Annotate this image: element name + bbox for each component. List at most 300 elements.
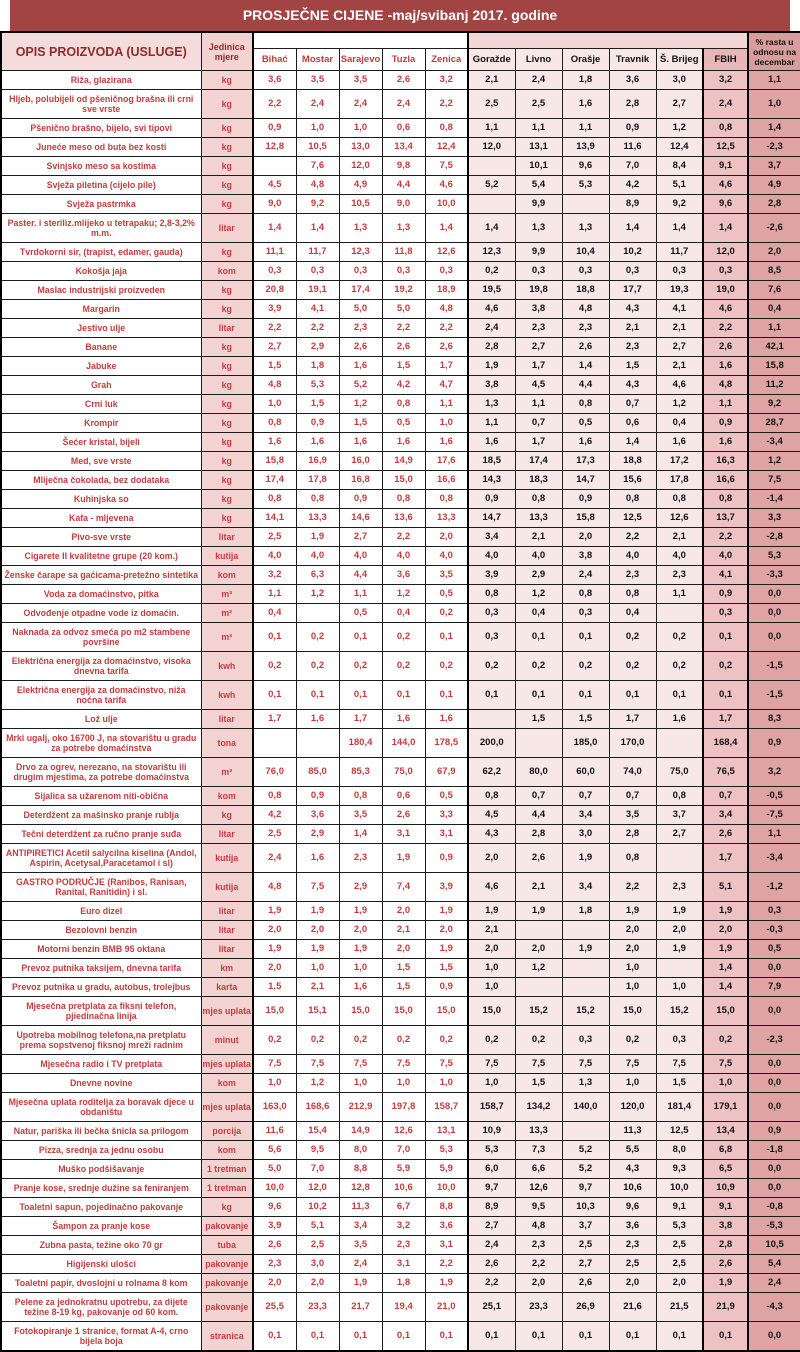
price-cell	[562, 959, 609, 978]
product-label: Deterdžent za mašinsko pranje rublja	[1, 806, 201, 825]
price-cell: 0,2	[339, 1026, 382, 1055]
price-cell: 0,3	[339, 262, 382, 281]
price-cell: 1,5	[253, 357, 296, 376]
price-cell: 15,2	[656, 997, 703, 1026]
price-cell: 0,5	[425, 585, 468, 604]
price-cell: 5,2	[562, 1141, 609, 1160]
price-cell: 1,0	[339, 1074, 382, 1093]
price-cell: 17,4	[253, 471, 296, 490]
fbih-price-cell: 1,4	[703, 214, 748, 243]
price-cell	[562, 1122, 609, 1141]
price-cell: 1,8	[562, 71, 609, 90]
price-cell: 2,1	[468, 71, 515, 90]
price-cell: 212,9	[339, 1093, 382, 1122]
product-label: Svinjsko meso sa kostima	[1, 157, 201, 176]
price-cell: 5,0	[253, 1160, 296, 1179]
price-cell: 3,9	[253, 300, 296, 319]
fbih-price-cell: 0,8	[703, 490, 748, 509]
price-cell: 2,3	[656, 873, 703, 902]
price-cell: 4,5	[253, 176, 296, 195]
price-cell: 3,6	[296, 806, 339, 825]
table-row	[1, 873, 800, 902]
fbih-price-cell: 1,9	[703, 902, 748, 921]
unit-cell: litar	[201, 528, 253, 547]
price-cell: 0,1	[296, 681, 339, 710]
price-cell: 12,5	[609, 509, 656, 528]
price-cell: 4,7	[425, 376, 468, 395]
price-cell: 17,4	[515, 452, 562, 471]
pct-growth-cell: -2,6	[748, 214, 800, 243]
price-cell: 5,1	[656, 176, 703, 195]
price-cell: 15,0	[253, 997, 296, 1026]
price-cell: 10,3	[562, 1198, 609, 1217]
price-cell: 0,2	[382, 623, 425, 652]
price-cell: 0,8	[253, 787, 296, 806]
table-row	[1, 940, 800, 959]
price-cell: 0,9	[562, 490, 609, 509]
price-cell: 4,4	[339, 566, 382, 585]
fbih-price-cell: 1,9	[703, 1274, 748, 1293]
pct-growth-cell: 0,0	[748, 959, 800, 978]
pct-growth-cell: -0,5	[748, 787, 800, 806]
price-cell: 0,2	[253, 652, 296, 681]
price-cell: 15,0	[609, 997, 656, 1026]
price-cell: 2,0	[425, 528, 468, 547]
price-cell: 2,9	[296, 338, 339, 357]
price-cell	[253, 157, 296, 176]
price-cell: 1,3	[382, 214, 425, 243]
price-cell: 7,5	[425, 157, 468, 176]
price-cell: 0,9	[609, 119, 656, 138]
pct-growth-cell: 2,0	[748, 243, 800, 262]
price-cell: 1,0	[609, 978, 656, 997]
price-cell: 9,0	[253, 195, 296, 214]
fbih-price-cell: 168,4	[703, 729, 748, 758]
price-cell: 0,1	[425, 681, 468, 710]
price-cell: 5,9	[425, 1160, 468, 1179]
fbih-price-cell: 179,1	[703, 1093, 748, 1122]
table-row	[1, 902, 800, 921]
price-cell: 14,3	[468, 471, 515, 490]
price-cell: 3,5	[609, 806, 656, 825]
price-cell: 1,6	[562, 433, 609, 452]
product-label: Mliječna čokolada, bez dodataka	[1, 471, 201, 490]
price-cell: 5,3	[562, 176, 609, 195]
price-cell: 9,1	[656, 1198, 703, 1217]
price-cell: 9,7	[562, 1179, 609, 1198]
price-cell: 0,1	[468, 1322, 515, 1352]
price-cell: 9,8	[382, 157, 425, 176]
price-cell: 0,3	[296, 262, 339, 281]
fbih-price-cell: 1,1	[703, 395, 748, 414]
price-cell: 3,8	[515, 300, 562, 319]
price-cell: 12,6	[425, 243, 468, 262]
price-cell: 19,8	[515, 281, 562, 300]
unit-cell: kg	[201, 414, 253, 433]
price-cell: 2,0	[382, 940, 425, 959]
price-cell: 2,5	[656, 1255, 703, 1274]
product-label: Pšenično brašno, bijelo, svi tipovi	[1, 119, 201, 138]
product-label: Sijalica sa užarenom niti-obična	[1, 787, 201, 806]
price-cell: 12,0	[296, 1179, 339, 1198]
price-cell: 1,2	[656, 119, 703, 138]
price-cell: 4,8	[425, 300, 468, 319]
price-cell: 1,4	[253, 214, 296, 243]
price-cell: 2,4	[382, 90, 425, 119]
unit-cell: kg	[201, 195, 253, 214]
price-cell: 1,9	[656, 940, 703, 959]
price-cell: 4,6	[468, 873, 515, 902]
price-cell: 7,4	[382, 873, 425, 902]
product-label: Mjesečna uplata roditelja za boravak djece u obdaništu	[1, 1093, 201, 1122]
price-cell: 2,3	[609, 566, 656, 585]
fbih-price-cell: 3,8	[703, 1217, 748, 1236]
table-row	[1, 262, 800, 281]
unit-cell: stranica	[201, 1322, 253, 1352]
price-cell: 1,0	[339, 119, 382, 138]
price-cell	[468, 195, 515, 214]
fbih-price-cell: 0,1	[703, 1322, 748, 1352]
price-cell: 2,8	[609, 90, 656, 119]
price-cell: 0,3	[609, 262, 656, 281]
price-cell: 0,2	[425, 652, 468, 681]
price-cell: 5,9	[382, 1160, 425, 1179]
price-cell: 2,3	[609, 1236, 656, 1255]
fbih-price-cell: 1,4	[703, 959, 748, 978]
price-cell: 23,3	[515, 1293, 562, 1322]
price-cell: 3,2	[382, 1217, 425, 1236]
price-cell: 0,2	[296, 623, 339, 652]
unit-cell: kg	[201, 357, 253, 376]
price-cell: 3,6	[609, 71, 656, 90]
fbih-price-cell: 1,9	[703, 940, 748, 959]
price-cell: 21,5	[656, 1293, 703, 1322]
product-label: Mjesečna pretplata za fiksni telefon, pjiedinačna linija	[1, 997, 201, 1026]
price-cell: 2,1	[382, 921, 425, 940]
product-label: Upotreba mobilnog telefona,na pretplatu prema sopstvenoj fiksnoj mreži radnim	[1, 1026, 201, 1055]
fbih-price-cell: 19,0	[703, 281, 748, 300]
price-cell: 1,4	[656, 214, 703, 243]
price-cell: 2,4	[339, 1255, 382, 1274]
price-cell: 12,3	[339, 243, 382, 262]
pct-growth-cell: 0,5	[748, 940, 800, 959]
price-cell: 1,9	[562, 844, 609, 873]
price-cell: 0,2	[609, 1026, 656, 1055]
product-label: Kafa - mljevena	[1, 509, 201, 528]
price-cell: 3,8	[562, 547, 609, 566]
price-cell: 0,7	[515, 414, 562, 433]
price-cell: 180,4	[339, 729, 382, 758]
price-cell: 4,6	[656, 376, 703, 395]
price-cell: 16,9	[296, 452, 339, 471]
price-cell: 9,6	[609, 1198, 656, 1217]
price-cell: 12,4	[425, 138, 468, 157]
price-cell: 2,7	[253, 338, 296, 357]
pct-growth-cell: 15,8	[748, 357, 800, 376]
unit-cell: kom	[201, 1074, 253, 1093]
product-label: Pelene za jednokratnu upotrebu, za dijete težine 8-19 kg, pakovanje od 60 kom.	[1, 1293, 201, 1322]
price-table	[0, 31, 800, 1352]
price-cell: 2,7	[656, 825, 703, 844]
table-row	[1, 729, 800, 758]
price-cell: 0,2	[296, 1026, 339, 1055]
price-cell: 1,9	[296, 528, 339, 547]
price-cell: 13,3	[296, 509, 339, 528]
unit-cell: kom	[201, 1141, 253, 1160]
price-cell: 140,0	[562, 1093, 609, 1122]
fbih-price-cell: 1,6	[703, 357, 748, 376]
price-cell: 1,6	[296, 433, 339, 452]
pct-growth-cell: -2,8	[748, 528, 800, 547]
price-cell: 1,6	[425, 433, 468, 452]
table-row	[1, 71, 800, 90]
price-cell: 75,0	[656, 758, 703, 787]
pct-growth-cell: -1,5	[748, 681, 800, 710]
price-cell	[515, 729, 562, 758]
table-row	[1, 787, 800, 806]
table-row	[1, 1026, 800, 1055]
price-cell: 2,0	[515, 1274, 562, 1293]
price-cell: 170,0	[609, 729, 656, 758]
price-cell: 4,0	[656, 547, 703, 566]
price-cell: 1,3	[468, 395, 515, 414]
pct-growth-cell: 0,0	[748, 623, 800, 652]
price-cell: 1,6	[382, 433, 425, 452]
price-cell: 158,7	[468, 1093, 515, 1122]
col-header-city: Sarajevo	[339, 49, 382, 71]
price-cell: 1,6	[296, 844, 339, 873]
price-cell	[656, 844, 703, 873]
table-row	[1, 138, 800, 157]
price-cell: 0,9	[296, 787, 339, 806]
price-cell: 0,1	[609, 1322, 656, 1352]
product-label: Električna energija za domaćinstvo, visoka dnevna tarifa	[1, 652, 201, 681]
table-row	[1, 1074, 800, 1093]
pct-growth-cell: 1,1	[748, 825, 800, 844]
price-cell: 7,0	[609, 157, 656, 176]
price-cell: 85,0	[296, 758, 339, 787]
price-cell: 16,0	[339, 452, 382, 471]
price-cell: 1,6	[425, 710, 468, 729]
pct-growth-cell: -1,8	[748, 1141, 800, 1160]
price-cell: 7,0	[382, 1141, 425, 1160]
pct-growth-cell: 0,0	[748, 1055, 800, 1074]
price-cell: 0,8	[656, 490, 703, 509]
price-cell: 0,9	[468, 490, 515, 509]
price-cell: 2,4	[468, 319, 515, 338]
product-label: Šećer kristal, bijeli	[1, 433, 201, 452]
price-cell: 2,5	[656, 1236, 703, 1255]
price-cell: 1,9	[468, 902, 515, 921]
price-cell: 0,2	[425, 1026, 468, 1055]
price-cell: 2,5	[609, 1255, 656, 1274]
fbih-price-cell: 9,1	[703, 1198, 748, 1217]
table-header	[1, 32, 800, 71]
unit-cell: kg	[201, 1198, 253, 1217]
price-cell: 1,0	[609, 1074, 656, 1093]
pct-growth-cell: 9,2	[748, 395, 800, 414]
product-label: Motorni benzin BMB 95 oktana	[1, 940, 201, 959]
price-cell: 2,6	[382, 71, 425, 90]
price-cell: 3,1	[425, 825, 468, 844]
price-cell: 1,5	[253, 978, 296, 997]
price-cell: 0,5	[339, 604, 382, 623]
price-cell	[515, 921, 562, 940]
table-row	[1, 433, 800, 452]
fbih-price-cell: 6,5	[703, 1160, 748, 1179]
price-cell: 3,5	[425, 566, 468, 585]
price-cell: 1,7	[253, 710, 296, 729]
pct-growth-cell: -3,4	[748, 844, 800, 873]
col-header-city: FBIH	[703, 49, 748, 71]
pct-growth-cell: 0,0	[748, 1322, 800, 1352]
price-cell: 0,3	[562, 1026, 609, 1055]
price-cell: 2,2	[425, 319, 468, 338]
price-cell: 0,8	[468, 585, 515, 604]
table-row	[1, 319, 800, 338]
price-cell: 1,4	[339, 825, 382, 844]
price-cell: 144,0	[382, 729, 425, 758]
price-cell: 21,7	[339, 1293, 382, 1322]
price-cell: 2,1	[656, 357, 703, 376]
fbih-price-cell: 2,6	[703, 338, 748, 357]
price-cell: 9,2	[296, 195, 339, 214]
price-cell: 3,9	[468, 566, 515, 585]
price-cell: 5,6	[253, 1141, 296, 1160]
unit-cell: litar	[201, 319, 253, 338]
price-cell: 1,0	[656, 978, 703, 997]
col-header-city: Goražde	[468, 49, 515, 71]
product-label: Riža, glazirana	[1, 71, 201, 90]
price-cell: 0,7	[562, 787, 609, 806]
price-cell: 2,6	[253, 1236, 296, 1255]
product-label: Toaletni papir, dvoslojni u rolnama 8 kom	[1, 1274, 201, 1293]
price-cell: 4,1	[296, 300, 339, 319]
fbih-price-cell: 76,5	[703, 758, 748, 787]
price-cell: 9,5	[296, 1141, 339, 1160]
pct-growth-cell: 1,0	[748, 90, 800, 119]
product-label: Natur, pariška ili bečka šnicla sa prilogom	[1, 1122, 201, 1141]
price-cell: 2,3	[609, 338, 656, 357]
unit-cell: porcija	[201, 1122, 253, 1141]
table-row	[1, 357, 800, 376]
price-cell: 2,6	[339, 338, 382, 357]
price-cell: 2,0	[609, 1274, 656, 1293]
price-cell: 5,2	[562, 1160, 609, 1179]
price-cell: 1,1	[468, 414, 515, 433]
price-cell: 0,3	[468, 623, 515, 652]
price-cell: 18,8	[609, 452, 656, 471]
price-cell: 3,0	[296, 1255, 339, 1274]
price-cell: 1,6	[339, 978, 382, 997]
price-cell: 19,4	[382, 1293, 425, 1322]
pct-growth-cell: 7,9	[748, 978, 800, 997]
price-cell: 1,2	[296, 585, 339, 604]
price-cell: 0,3	[656, 1026, 703, 1055]
table-row	[1, 1236, 800, 1255]
fbih-price-cell: 15,0	[703, 997, 748, 1026]
price-cell: 13,4	[382, 138, 425, 157]
price-cell: 1,1	[562, 119, 609, 138]
price-cell: 0,2	[296, 652, 339, 681]
price-cell: 2,7	[515, 338, 562, 357]
price-cell: 3,5	[339, 71, 382, 90]
pct-growth-cell: 11,2	[748, 376, 800, 395]
price-cell: 2,0	[382, 902, 425, 921]
price-cell: 4,5	[515, 376, 562, 395]
price-cell: 18,3	[515, 471, 562, 490]
price-cell: 1,9	[253, 940, 296, 959]
product-label: Voda za domaćinstvo, pitka	[1, 585, 201, 604]
header-band-row	[1, 32, 800, 49]
price-cell: 0,2	[253, 1026, 296, 1055]
unit-cell: kg	[201, 281, 253, 300]
product-label: Banane	[1, 338, 201, 357]
product-label: Prevoz putnika u gradu, autobus, trolejbus	[1, 978, 201, 997]
price-cell: 9,6	[562, 157, 609, 176]
col-header-city: Š. Brijeg	[656, 49, 703, 71]
price-cell: 2,3	[339, 844, 382, 873]
price-cell: 2,0	[656, 921, 703, 940]
product-label: Naknada za odvoz smeća po m2 stambene površine	[1, 623, 201, 652]
price-cell: 0,1	[253, 1322, 296, 1352]
pct-growth-cell: 5,3	[748, 547, 800, 566]
table-row	[1, 214, 800, 243]
price-cell: 0,8	[425, 490, 468, 509]
price-cell: 3,1	[382, 1255, 425, 1274]
unit-cell: kutija	[201, 547, 253, 566]
price-cell: 0,8	[609, 844, 656, 873]
price-cell: 5,3	[468, 1141, 515, 1160]
price-cell: 0,6	[382, 787, 425, 806]
price-cell: 1,9	[425, 1274, 468, 1293]
price-cell: 1,0	[253, 1074, 296, 1093]
col-header-pct-growth: % rasta u odnosu na decembar	[748, 32, 800, 71]
price-cell: 0,6	[382, 119, 425, 138]
table-row	[1, 844, 800, 873]
price-cell: 2,1	[468, 921, 515, 940]
price-cell: 1,2	[296, 1074, 339, 1093]
pct-growth-cell: -0,8	[748, 1198, 800, 1217]
price-cell: 2,1	[515, 528, 562, 547]
price-cell: 5,3	[425, 1141, 468, 1160]
price-cell: 10,0	[425, 1179, 468, 1198]
price-cell: 2,5	[253, 528, 296, 547]
pct-growth-cell: -1,4	[748, 490, 800, 509]
price-cell: 7,5	[253, 1055, 296, 1074]
price-cell: 1,6	[382, 710, 425, 729]
pct-growth-cell: 0,4	[748, 300, 800, 319]
product-label: Mrki ugalj, oko 16700 J, na stovarištu u gradu za potrebe domaćinstva	[1, 729, 201, 758]
price-cell: 0,9	[425, 978, 468, 997]
table-row	[1, 547, 800, 566]
price-cell: 0,1	[656, 681, 703, 710]
table-row	[1, 806, 800, 825]
table-row	[1, 1093, 800, 1122]
price-cell: 1,5	[562, 710, 609, 729]
price-cell: 11,8	[382, 243, 425, 262]
price-cell: 4,0	[253, 547, 296, 566]
table-row	[1, 490, 800, 509]
unit-cell: kg	[201, 243, 253, 262]
pct-growth-cell: 0,0	[748, 604, 800, 623]
price-cell: 19,5	[468, 281, 515, 300]
price-cell: 0,1	[339, 681, 382, 710]
table-row	[1, 1255, 800, 1274]
fbih-price-cell: 5,1	[703, 873, 748, 902]
price-cell: 5,0	[339, 300, 382, 319]
table-row	[1, 1322, 800, 1352]
